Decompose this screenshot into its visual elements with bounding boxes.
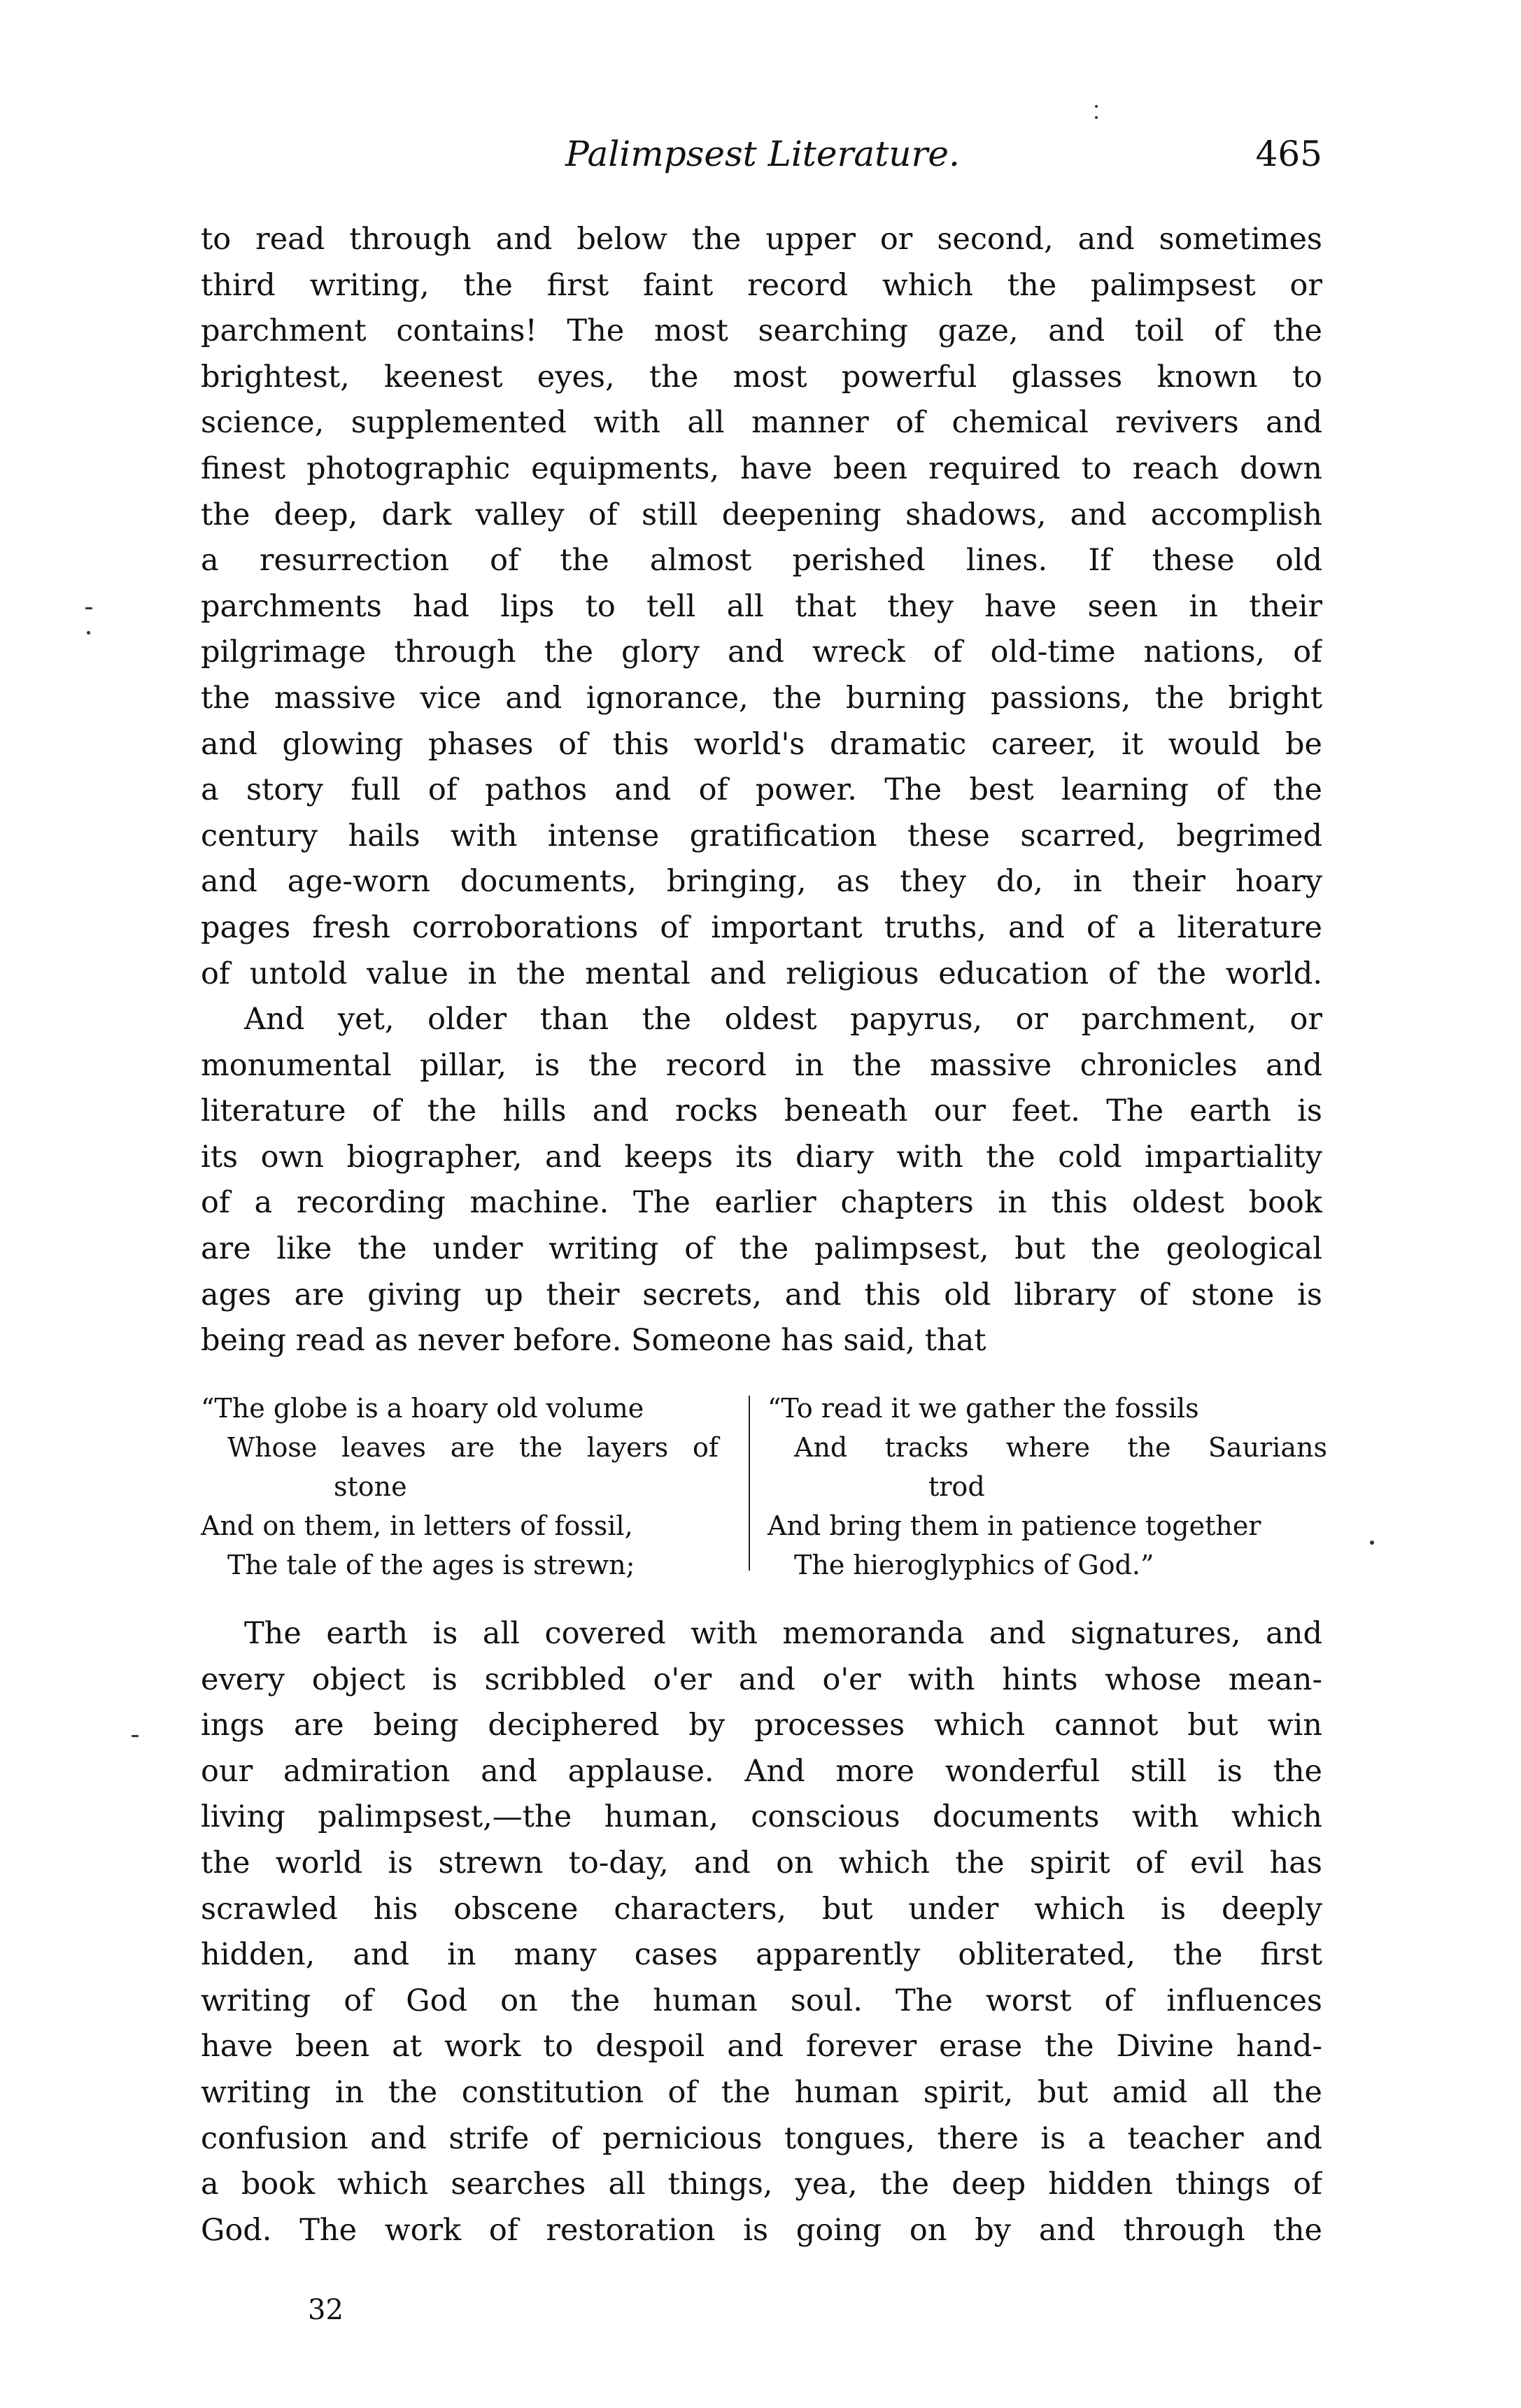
scan-speck bbox=[85, 607, 92, 609]
text-line: our admiration and applause. And more wonderful still is the bbox=[201, 1753, 1322, 1789]
paragraph-3 bbox=[201, 1611, 1322, 2253]
text-line: parchments had lips to tell all that they have seen in their bbox=[201, 588, 1322, 624]
text-line: scrawled his obscene characters, but under which is deeply bbox=[201, 1891, 1322, 1927]
scan-speck bbox=[1095, 105, 1098, 108]
text-line: The earth is all covered with memoranda and signatures, and bbox=[244, 1616, 1322, 1651]
text-line: literature of the hills and rocks beneath our feet. The earth is bbox=[201, 1093, 1322, 1129]
text-line: and age-worn documents, bringing, as they do, in their hoary bbox=[201, 864, 1322, 900]
text-line: the massive vice and ignorance, the burning passions, the bright bbox=[201, 680, 1322, 716]
page-header bbox=[203, 126, 1322, 182]
paragraph-1 bbox=[201, 217, 1322, 997]
running-title: Palimpsest Literature. bbox=[565, 134, 960, 174]
text-line: brightest, keenest eyes, the most powerful glasses known to bbox=[201, 359, 1322, 395]
text-line: pages fresh corroborations of important truths, and of a literature bbox=[201, 909, 1322, 945]
text-line: pilgrimage through the glory and wreck of old-time nations, of bbox=[201, 635, 1322, 670]
text-line: and glowing phases of this world's dramatic career, it would be bbox=[201, 726, 1322, 762]
poem-line: Whose leaves are the layers of bbox=[227, 1432, 719, 1463]
scan-speck bbox=[1370, 1541, 1374, 1545]
text-line: have been at work to despoil and forever erase the Divine hand- bbox=[201, 2029, 1322, 2064]
poem-line: The hieroglyphics of God.” bbox=[794, 1550, 1154, 1580]
text-line: science, supplemented with all manner of chemical revivers and bbox=[201, 405, 1322, 441]
text-line: third writing, the first faint record which the palimpsest or bbox=[201, 267, 1322, 303]
poem-line: “To read it we gather the fossils bbox=[767, 1393, 1199, 1424]
poem-line: And on them, in letters of fossil, bbox=[201, 1510, 633, 1541]
paragraph-2 bbox=[201, 997, 1322, 1364]
text-line: century hails with intense gratification these scarred, begrimed bbox=[201, 818, 1322, 854]
signature-mark: 32 bbox=[308, 2294, 344, 2326]
text-line: a book which searches all things, yea, the deep hidden things of bbox=[201, 2167, 1322, 2202]
text-line: hidden, and in many cases apparently obliterated, the first bbox=[201, 1937, 1322, 1973]
text-line: monumental pillar, is the record in the massive chronicles and bbox=[201, 1047, 1322, 1083]
text-line: God. The work of restoration is going on by and through the bbox=[201, 2212, 1322, 2248]
text-line: a story full of pathos and of power. The best learning of the bbox=[201, 772, 1322, 808]
text-line: a resurrection of the almost perished lines. If these old bbox=[201, 543, 1322, 579]
poem-divider bbox=[749, 1396, 750, 1571]
poem-line: And bring them in patience together bbox=[767, 1510, 1261, 1541]
poem-line: trod bbox=[928, 1471, 985, 1502]
text-line: of untold value in the mental and religious education of the world. bbox=[201, 956, 1322, 991]
text-line: every object is scribbled o'er and o'er with hints whose mean- bbox=[201, 1662, 1322, 1697]
text-line: are like the under writing of the palimpsest, but the geological bbox=[201, 1231, 1322, 1266]
text-line: living palimpsest,—the human, conscious documents with which bbox=[201, 1799, 1322, 1835]
text-line: writing in the constitution of the human spirit, but amid all the bbox=[201, 2074, 1322, 2110]
text-line: confusion and strife of pernicious tongues, there is a teacher and bbox=[201, 2120, 1322, 2156]
poem-quotation bbox=[201, 1389, 1327, 1585]
scan-speck bbox=[1095, 116, 1098, 119]
scan-speck bbox=[132, 1735, 139, 1737]
text-line: being read as never before. Someone has said, that bbox=[201, 1323, 986, 1359]
text-line: its own biographer, and keeps its diary with the cold impartiality bbox=[201, 1139, 1322, 1175]
text-line: ages are giving up their secrets, and this old library of stone is bbox=[201, 1277, 1322, 1312]
poem-left-column bbox=[201, 1389, 719, 1585]
text-line: the world is strewn to-day, and on which the spirit of evil has bbox=[201, 1845, 1322, 1881]
poem-line: stone bbox=[334, 1471, 407, 1502]
text-line: writing of God on the human soul. The worst of influences bbox=[201, 1983, 1322, 2018]
text-line: to read through and below the upper or second, and sometimes bbox=[201, 222, 1322, 257]
text-line: ings are being deciphered by processes which cannot but win bbox=[201, 1708, 1322, 1743]
text-line: And yet, older than the oldest papyrus, or parchment, or bbox=[244, 1002, 1322, 1037]
poem-line: And tracks where the Saurians bbox=[794, 1432, 1327, 1463]
text-line: the deep, dark valley of still deepening shadows, and accomplish bbox=[201, 497, 1322, 532]
text-line: parchment contains! The most searching gaze, and toil of the bbox=[201, 313, 1322, 349]
text-line: of a recording machine. The earlier chapters in this oldest book bbox=[201, 1185, 1322, 1221]
text-line: finest photographic equipments, have been required to reach down bbox=[201, 451, 1322, 486]
page-number: 465 bbox=[1255, 134, 1322, 174]
poem-line: “The globe is a hoary old volume bbox=[201, 1393, 644, 1424]
scan-speck bbox=[87, 631, 90, 635]
poem-right-column bbox=[767, 1389, 1327, 1585]
poem-line: The tale of the ages is strewn; bbox=[227, 1550, 635, 1580]
